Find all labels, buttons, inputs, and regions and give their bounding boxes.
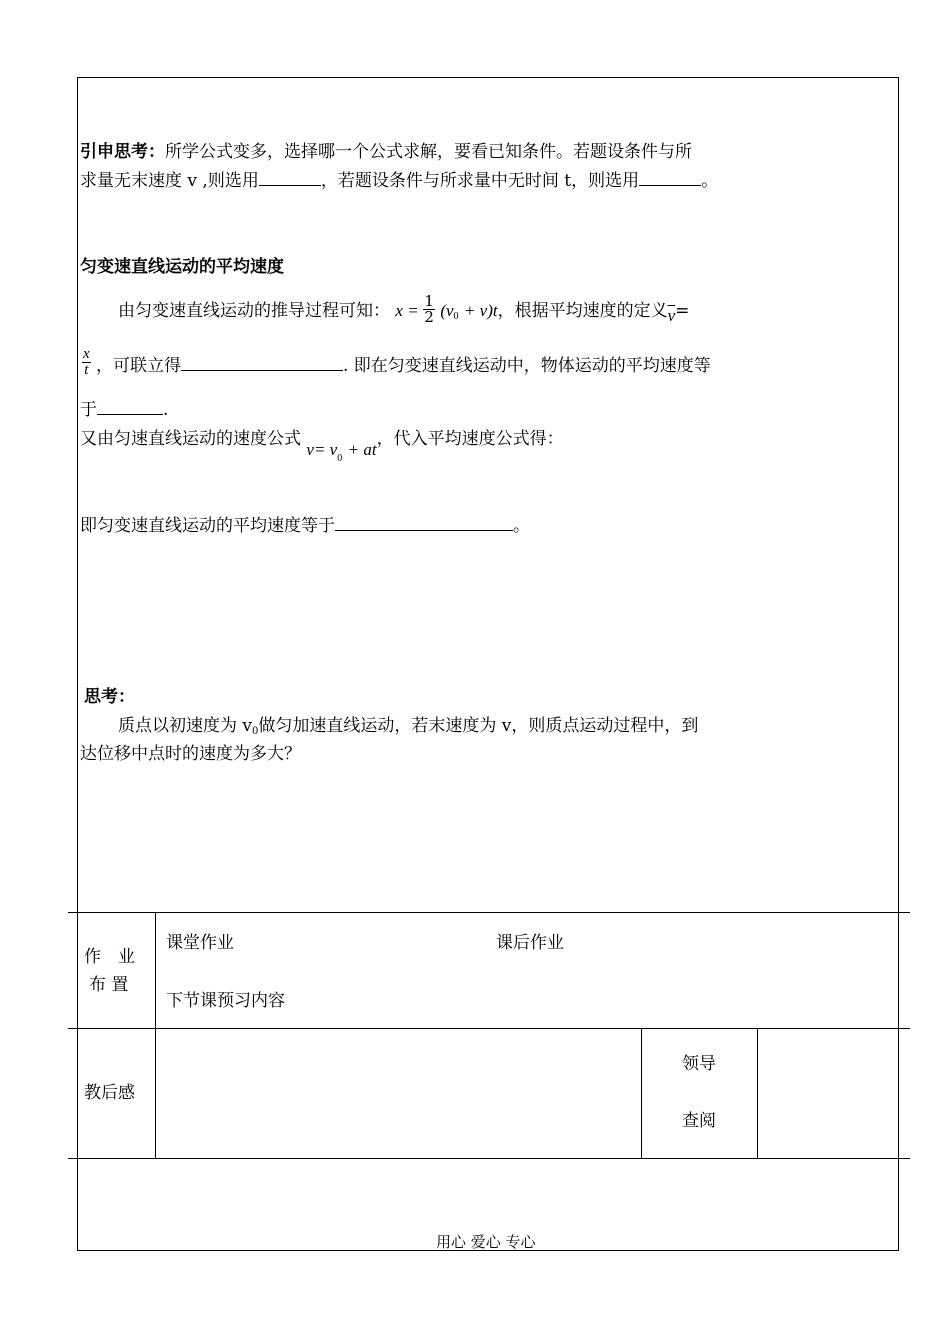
extension-line-1 [80, 141, 692, 163]
avg-p2a: ，可联立得 [96, 356, 181, 376]
formula-fraction-num: 1 [424, 292, 434, 310]
v-bar: $\overline{v}$ [667, 306, 676, 325]
answer-blank-5[interactable] [335, 514, 513, 531]
thinking-heading: 思考： [84, 687, 135, 707]
footer-text: 用心 爱心 专心 [436, 1233, 536, 1251]
homework-label-divider [155, 912, 156, 1158]
afterclass-label: 课后作业 [496, 933, 564, 953]
avg-p5a: 即匀变速直线运动的平均速度等于 [80, 516, 335, 536]
formula2-subscript: 0 [337, 453, 343, 464]
leader-label-1: 领导 [682, 1054, 716, 1074]
answer-blank-3[interactable] [181, 354, 343, 371]
avg-p3b: . [163, 400, 169, 420]
avg-p1-prefix: 由匀变速直线运动的推导过程可知： [118, 301, 390, 321]
reflection-divider-1 [641, 1028, 642, 1158]
avg-p5b: 。 [513, 516, 530, 536]
reflection-top-border [68, 1028, 910, 1029]
formula-x: x [395, 301, 403, 320]
reflection-divider-2 [757, 1028, 758, 1158]
classwork-label: 课堂作业 [166, 933, 234, 953]
homework-label-2: 布 置 [89, 975, 129, 995]
avg-velocity-line-3 [80, 398, 168, 421]
avg-p4-suffix: ，代入平均速度公式得： [376, 429, 564, 449]
x-over-t-den: t [84, 362, 89, 378]
formula-fraction [423, 294, 435, 325]
answer-blank-2[interactable] [639, 169, 701, 186]
formula-rest: + v)t [463, 301, 498, 320]
thinking-text-1b: 做匀加速直线运动，若末速度为 v，则质点运动过程中，到 [258, 716, 699, 736]
leader-label-2: 查阅 [682, 1111, 716, 1131]
preview-label: 下节课预习内容 [166, 991, 285, 1011]
avg-p1-suffix: ，根据平均速度的定义 [497, 301, 668, 321]
avg-velocity-line-5 [80, 514, 530, 537]
page-frame [77, 77, 899, 1251]
thinking-line-2: 达位移中点时的速度为多大？ [80, 744, 301, 764]
equals-sign: = [675, 301, 690, 321]
formula-fraction-den: 2 [424, 308, 434, 326]
formula-v0-subscript: 0 [453, 311, 459, 322]
thinking-text-1a: 质点以初速度为 v [118, 716, 253, 736]
reflection-label: 教后感 [84, 1083, 135, 1103]
extension-text-2b: ，若题设条件与所求量中无时间 t，则选用 [320, 171, 640, 191]
extension-text-2a: 求量无末速度 v ,则选用 [80, 171, 259, 191]
extension-text-1: 所学公式变多，选择哪一个公式求解，要看已知条件。若题设条件与所 [165, 142, 692, 162]
avg-p4-prefix: 又由匀速直线运动的速度公式 [80, 429, 301, 449]
x-over-t-num: x [83, 346, 90, 362]
extension-text-2c: 。 [701, 171, 719, 191]
extension-line-2 [80, 169, 718, 192]
avg-velocity-line-4 [80, 428, 564, 464]
formula2-v: v [306, 440, 314, 459]
thinking-line-1 [118, 715, 698, 743]
formula2-rest: + at [347, 440, 377, 459]
formula-eq: = [408, 301, 418, 320]
avg-velocity-line-2 [96, 354, 711, 377]
answer-blank-4[interactable] [97, 398, 163, 415]
homework-label-1: 作 业 [84, 947, 135, 967]
reflection-bottom-border [68, 1158, 910, 1159]
answer-blank-1[interactable] [259, 169, 321, 186]
extension-heading: 引申思考： [80, 142, 165, 162]
avg-p2b: . 即在匀变速直线运动中，物体运动的平均速度等 [343, 356, 711, 376]
avg-velocity-heading: 匀变速直线运动的平均速度 [80, 257, 284, 277]
avg-p3a: 于 [80, 400, 97, 420]
formula2-eq: = v [313, 440, 338, 459]
formula-paren: (v [440, 301, 454, 320]
homework-top-border [68, 912, 910, 913]
avg-velocity-line-1 [118, 292, 690, 328]
x-over-t-fraction [82, 347, 91, 378]
thinking-v0-subscript: 0 [252, 726, 259, 737]
